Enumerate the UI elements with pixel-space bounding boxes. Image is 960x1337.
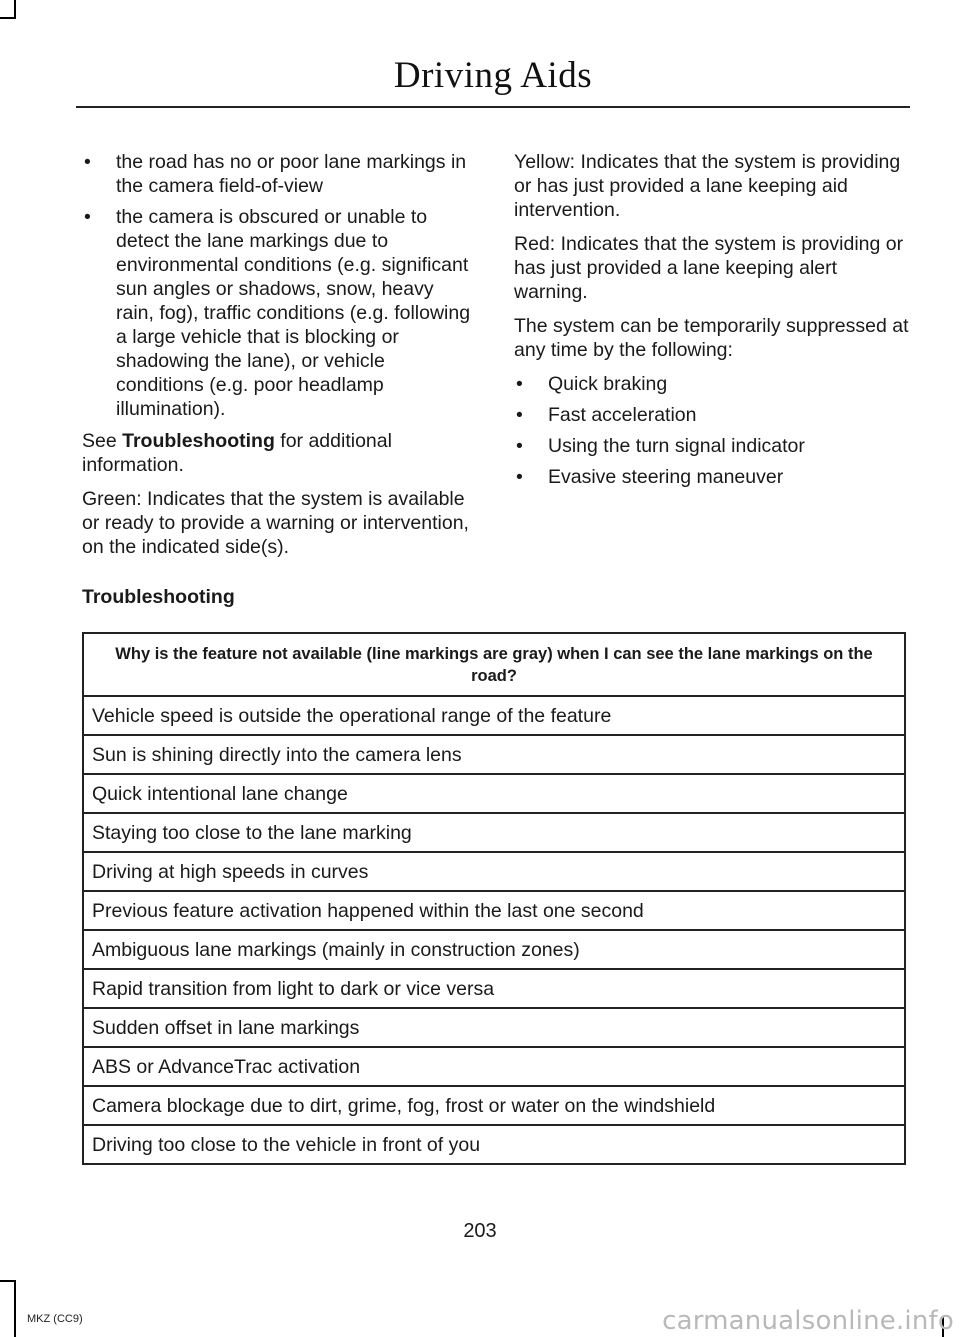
bullet-icon: • xyxy=(516,404,523,426)
table-row xyxy=(83,1008,905,1047)
table-cell: Rapid transition from light to dark or vice versa xyxy=(83,969,905,1008)
page-number: 203 xyxy=(463,1220,497,1242)
list-item: • the road has no or poor lane markings in the camera field-of-view xyxy=(84,151,467,197)
list-item: • Quick braking xyxy=(516,373,668,395)
table-row xyxy=(83,735,905,774)
table-header-row xyxy=(83,633,905,696)
green-description: Green: Indicates that the system is available or ready to provide a warning or intervention, on the indicated side(s). xyxy=(82,488,469,558)
left-column xyxy=(82,150,476,569)
condition-list xyxy=(82,150,476,421)
list-item: • Evasive steering maneuver xyxy=(516,466,784,488)
crop-mark xyxy=(14,1280,16,1337)
table-cell: Quick intentional lane change xyxy=(83,774,905,813)
list-item: • Using the turn signal indicator xyxy=(516,435,805,457)
table-row xyxy=(83,852,905,891)
troubleshooting-link[interactable]: Troubleshooting xyxy=(122,430,275,452)
crop-mark xyxy=(14,0,16,18)
page-title: Driving Aids xyxy=(393,55,593,96)
table-row xyxy=(83,969,905,1008)
bullet-icon: • xyxy=(516,466,523,488)
bullet-icon: • xyxy=(516,373,523,395)
table-row xyxy=(83,813,905,852)
suppress-list xyxy=(514,372,910,489)
bullet-icon: • xyxy=(516,435,523,457)
bullet-icon: • xyxy=(84,206,91,228)
table-cell: Camera blockage due to dirt, grime, fog, frost or water on the windshield xyxy=(83,1086,905,1125)
list-item: • the camera is obscured or unable to detect the lane markings due to environmental conditions (e.g. significant sun angles or shadows, snow, heavy rain, fog), traffic conditions (e.g. following a large vehicle that is blocking or shadowing the lane), or vehicle conditions (e.g. poor headlamp illumination). xyxy=(84,206,471,420)
see-reference: See Troubleshooting for additional information. xyxy=(82,430,392,476)
table-question: Why is the feature not available (line markings are gray) when I can see the lane markings on the road? xyxy=(83,633,905,696)
table-cell: Driving at high speeds in curves xyxy=(83,852,905,891)
table-row xyxy=(83,1086,905,1125)
watermark-text: carmanualsonline.info xyxy=(662,1306,954,1336)
table-row xyxy=(83,1047,905,1086)
table-cell: Previous feature activation happened within the last one second xyxy=(83,891,905,930)
table-cell: Sudden offset in lane markings xyxy=(83,1008,905,1047)
table-cell: Ambiguous lane markings (mainly in construction zones) xyxy=(83,930,905,969)
table-row xyxy=(83,930,905,969)
yellow-description: Yellow: Indicates that the system is providing or has just provided a lane keeping aid intervention. xyxy=(514,151,901,221)
troubleshooting-table xyxy=(82,632,906,1165)
bullet-icon: • xyxy=(84,151,91,173)
right-column xyxy=(514,150,910,497)
table-cell: ABS or AdvanceTrac activation xyxy=(83,1047,905,1086)
table-row xyxy=(83,891,905,930)
troubleshooting-heading: Troubleshooting xyxy=(82,586,235,608)
red-description: Red: Indicates that the system is providing or has just provided a lane keeping alert warning. xyxy=(514,233,904,303)
table-row xyxy=(83,696,905,735)
crop-mark xyxy=(0,17,16,19)
list-item: • Fast acceleration xyxy=(516,404,697,426)
table-cell: Sun is shining directly into the camera lens xyxy=(83,735,905,774)
table-row xyxy=(83,774,905,813)
crop-mark xyxy=(0,1280,16,1282)
table-cell: Vehicle speed is outside the operational range of the feature xyxy=(83,696,905,735)
suppress-description: The system can be temporarily suppressed at any time by the following: xyxy=(514,315,909,361)
table-cell: Driving too close to the vehicle in front of you xyxy=(83,1125,905,1164)
table-row xyxy=(83,1125,905,1164)
table-cell: Staying too close to the lane marking xyxy=(83,813,905,852)
model-code: MKZ (CC9) xyxy=(27,1313,83,1325)
header-divider xyxy=(76,106,910,108)
